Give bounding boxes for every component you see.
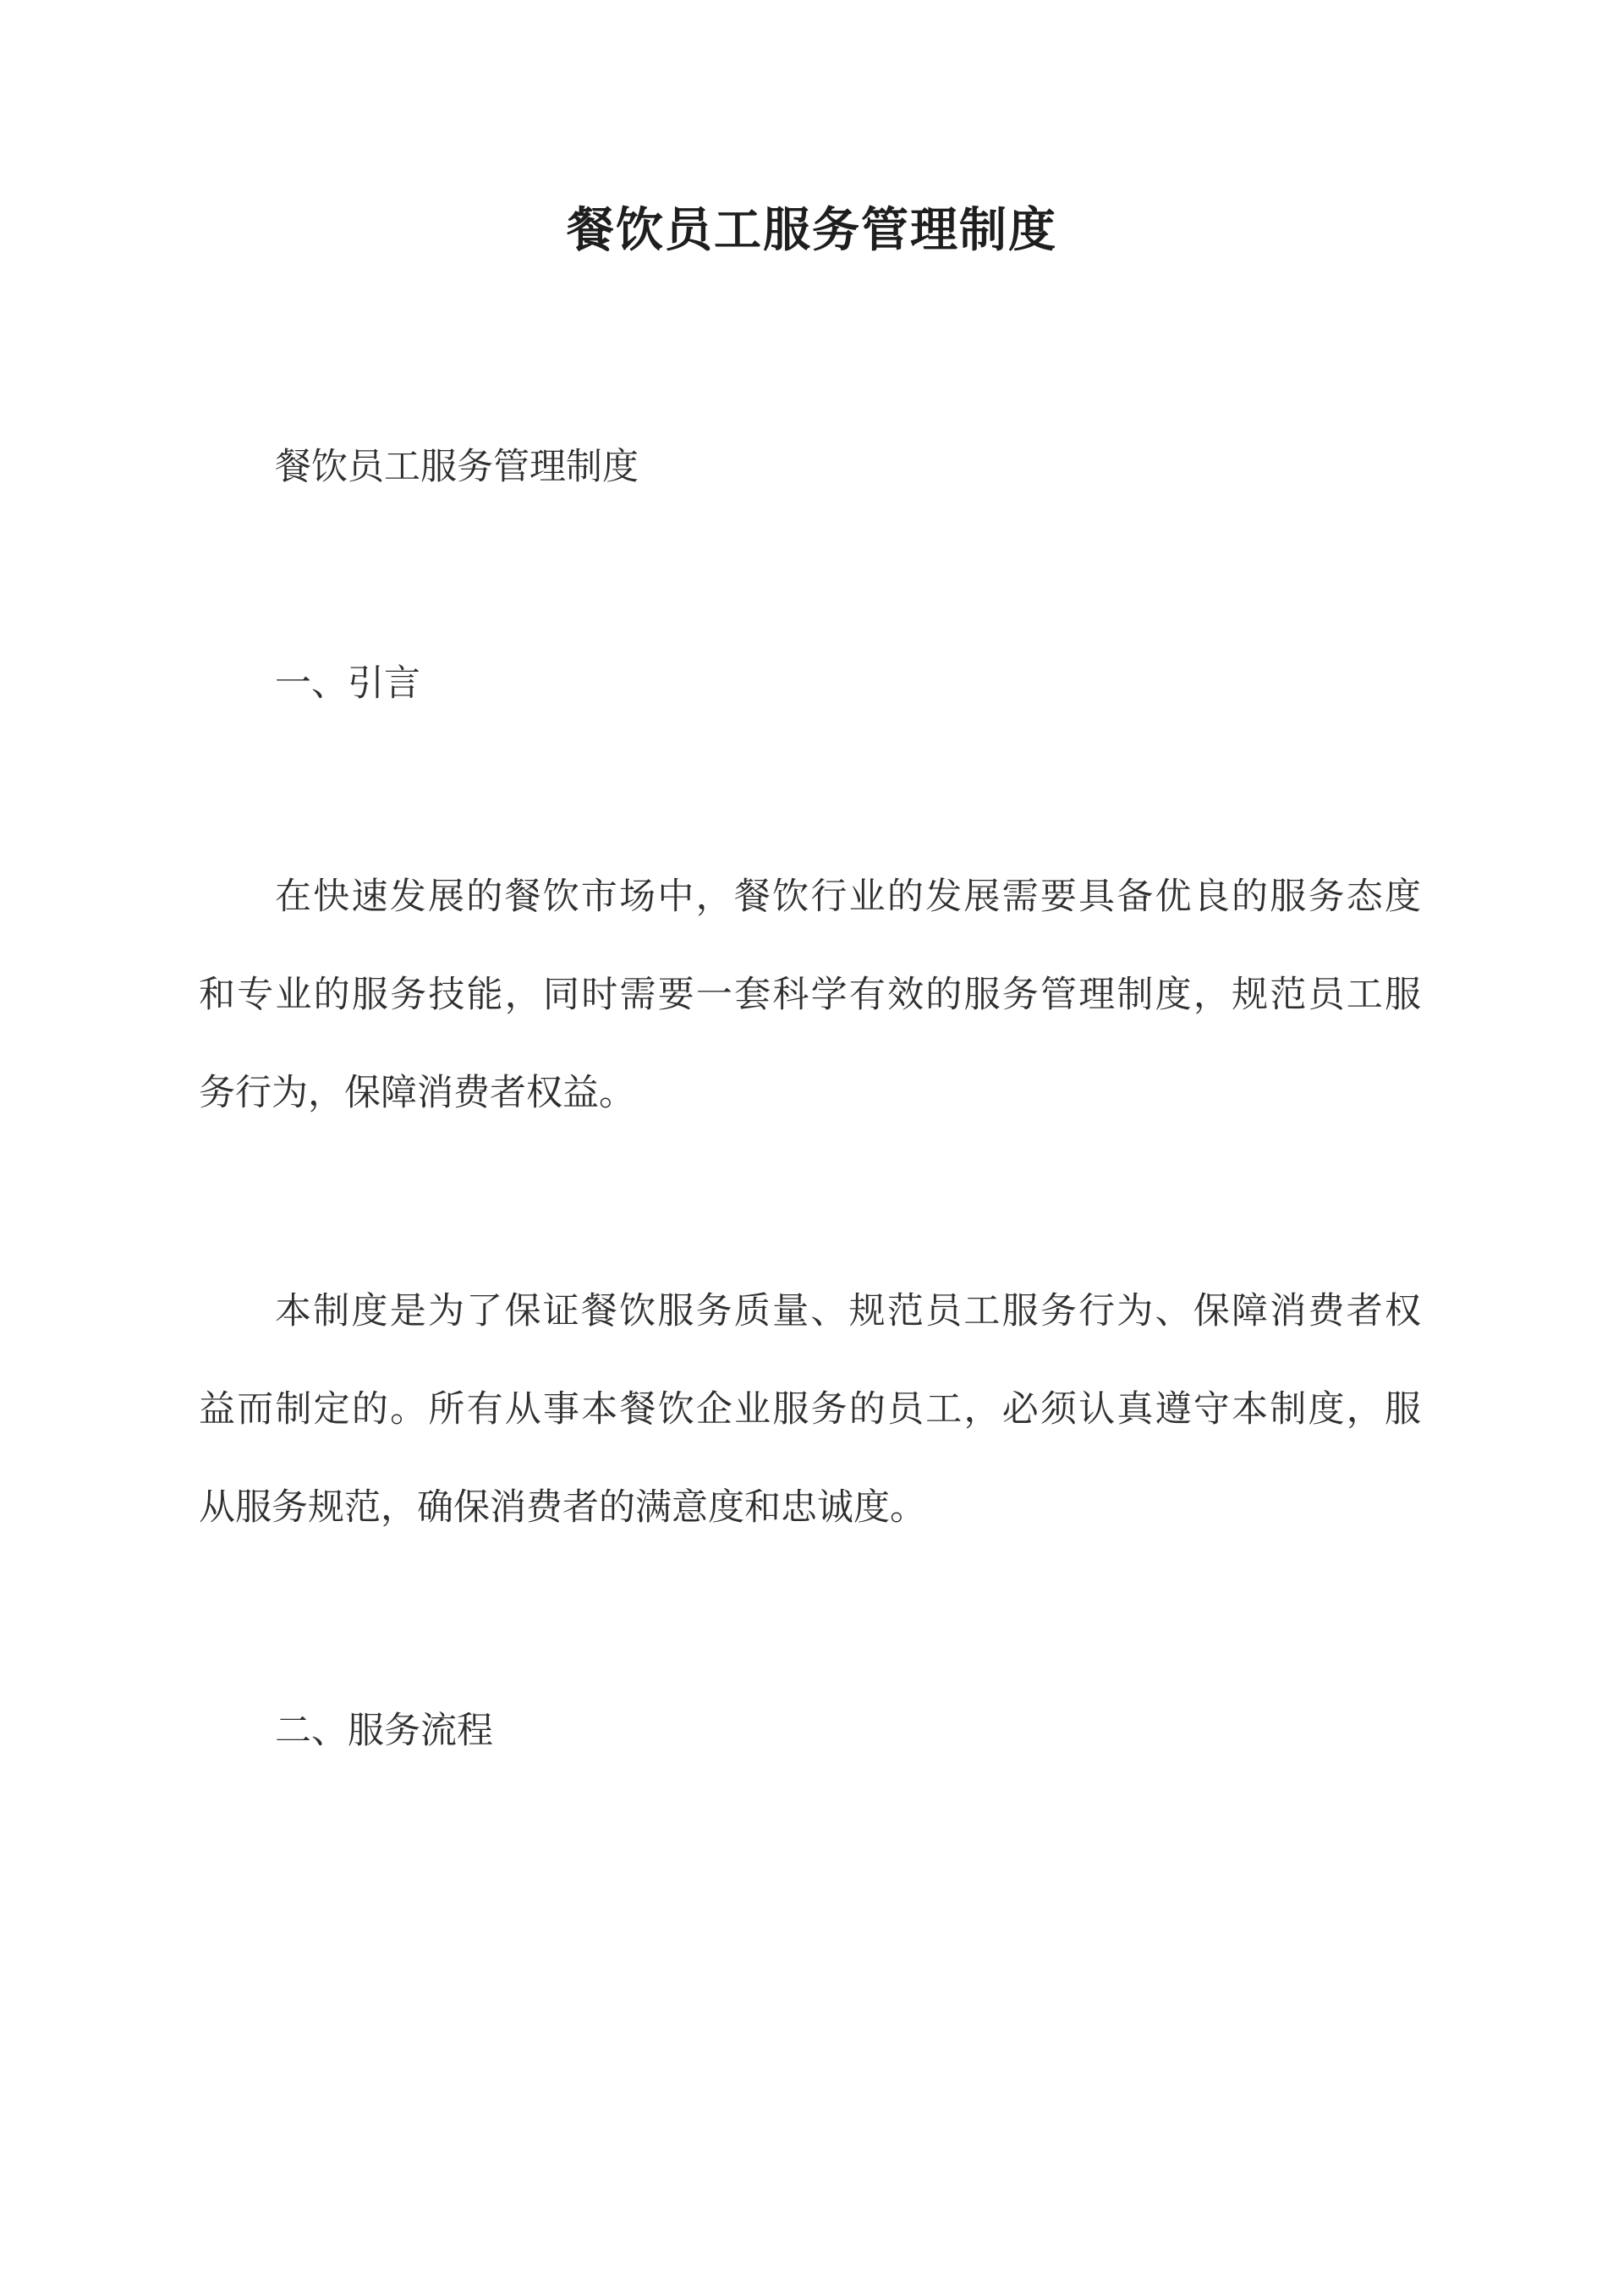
paragraph-line: 从服务规范，确保消费者的满意度和忠诚度。 <box>199 1486 926 1529</box>
paragraph-line: 本制度是为了保证餐饮服务质量、规范员工服务行为、保障消费者权 <box>275 1290 1421 1332</box>
document-title: 餐饮员工服务管理制度 <box>567 202 1057 258</box>
section-heading-intro: 一、引言 <box>275 662 420 705</box>
paragraph-line: 和专业的服务技能，同时需要一套科学有效的服务管理制度，规范员工服 <box>199 974 1421 1016</box>
paragraph-line: 益而制定的。所有从事本餐饮企业服务的员工，必须认真遵守本制度，服 <box>199 1388 1421 1431</box>
paragraph-line: 在快速发展的餐饮市场中，餐饮行业的发展需要具备优良的服务态度 <box>275 876 1421 918</box>
section-heading-service-flow: 二、服务流程 <box>275 1710 493 1752</box>
document-subtitle: 餐饮员工服务管理制度 <box>275 446 639 488</box>
paragraph-line: 务行为，保障消费者权益。 <box>199 1072 635 1114</box>
